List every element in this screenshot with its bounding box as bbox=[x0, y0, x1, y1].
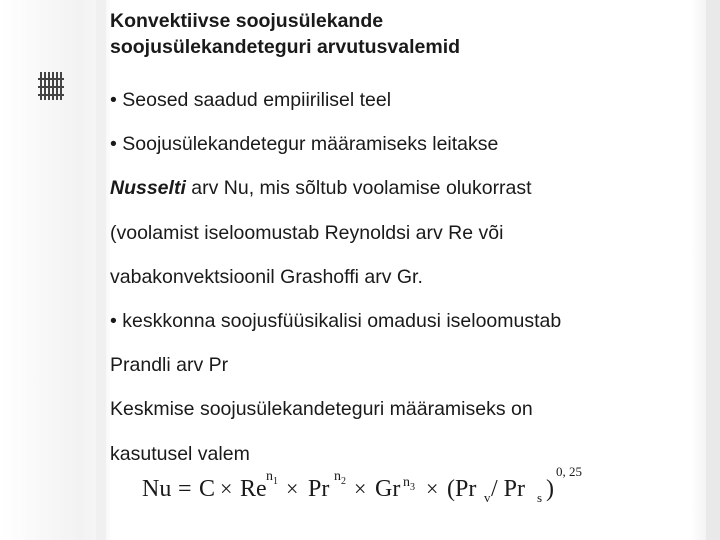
formula-intro-line: kasutusel valem bbox=[110, 442, 250, 465]
formula-times-2: × bbox=[286, 476, 299, 501]
bullet-properties: • keskkonna soojusfüüsikalisi omadusi iseloomustab bbox=[110, 310, 562, 333]
title-line-2: soojusülekandeteguri arvutusvalemid bbox=[110, 36, 461, 58]
bullet-coefficient: • Soojusülekandetegur määramiseks leitakse bbox=[110, 133, 499, 156]
formula-exp-n1-sub: 1 bbox=[273, 476, 278, 487]
grashof-line: vabakonvektsioonil Grashoffi arv Gr. bbox=[110, 265, 423, 288]
formula-exp-n1: n bbox=[266, 469, 273, 484]
formula-exp-n2: n bbox=[334, 469, 341, 484]
formula-times-4: × bbox=[426, 476, 439, 501]
formula-c: C bbox=[199, 476, 216, 502]
formula-pr: Pr bbox=[308, 476, 330, 502]
nusselt-line bbox=[110, 166, 705, 210]
slide-body bbox=[110, 78, 705, 476]
nusselt-term: Nusselti bbox=[110, 177, 186, 200]
formula-slash-pr: / Pr bbox=[491, 476, 526, 502]
formula-exp-n3: n bbox=[403, 475, 410, 490]
slide-title bbox=[110, 8, 700, 60]
formula-exponent: 0, 25 bbox=[556, 464, 582, 479]
nusselt-formula bbox=[142, 462, 612, 512]
reynolds-line: (voolamist iseloomustab Reynoldsi arv Re või bbox=[110, 221, 504, 244]
nusselt-rest: arv Nu, mis sõltub voolamise olukorrast bbox=[185, 177, 532, 200]
prandtl-line: Prandli arv Pr bbox=[110, 354, 229, 377]
formula-gr: Gr bbox=[375, 476, 401, 502]
formula-times-1: × bbox=[220, 476, 233, 501]
left-decor-strip bbox=[96, 0, 106, 540]
formula-paren-pr: (Pr bbox=[447, 476, 477, 502]
logo-icon bbox=[38, 70, 66, 104]
formula-sub-v: v bbox=[484, 490, 491, 505]
formula-exp-n3-sub: 3 bbox=[410, 482, 415, 493]
formula-exp-n2-sub: 2 bbox=[341, 476, 346, 487]
right-decor-strip bbox=[706, 0, 720, 540]
formula-sub-s: s bbox=[537, 490, 543, 505]
title-line-1: Konvektiivse soojusülekande bbox=[110, 10, 384, 32]
formula-times-3: × bbox=[354, 476, 367, 501]
average-line: Keskmise soojusülekandeteguri määramiseks on bbox=[110, 398, 533, 421]
formula-close-paren: ) bbox=[546, 476, 554, 502]
formula-equals: = bbox=[178, 476, 192, 502]
bullet-empirical: • Seosed saadud empiirilisel teel bbox=[110, 89, 392, 111]
formula-nu: Nu bbox=[142, 476, 172, 502]
formula-re: Re bbox=[240, 476, 267, 502]
